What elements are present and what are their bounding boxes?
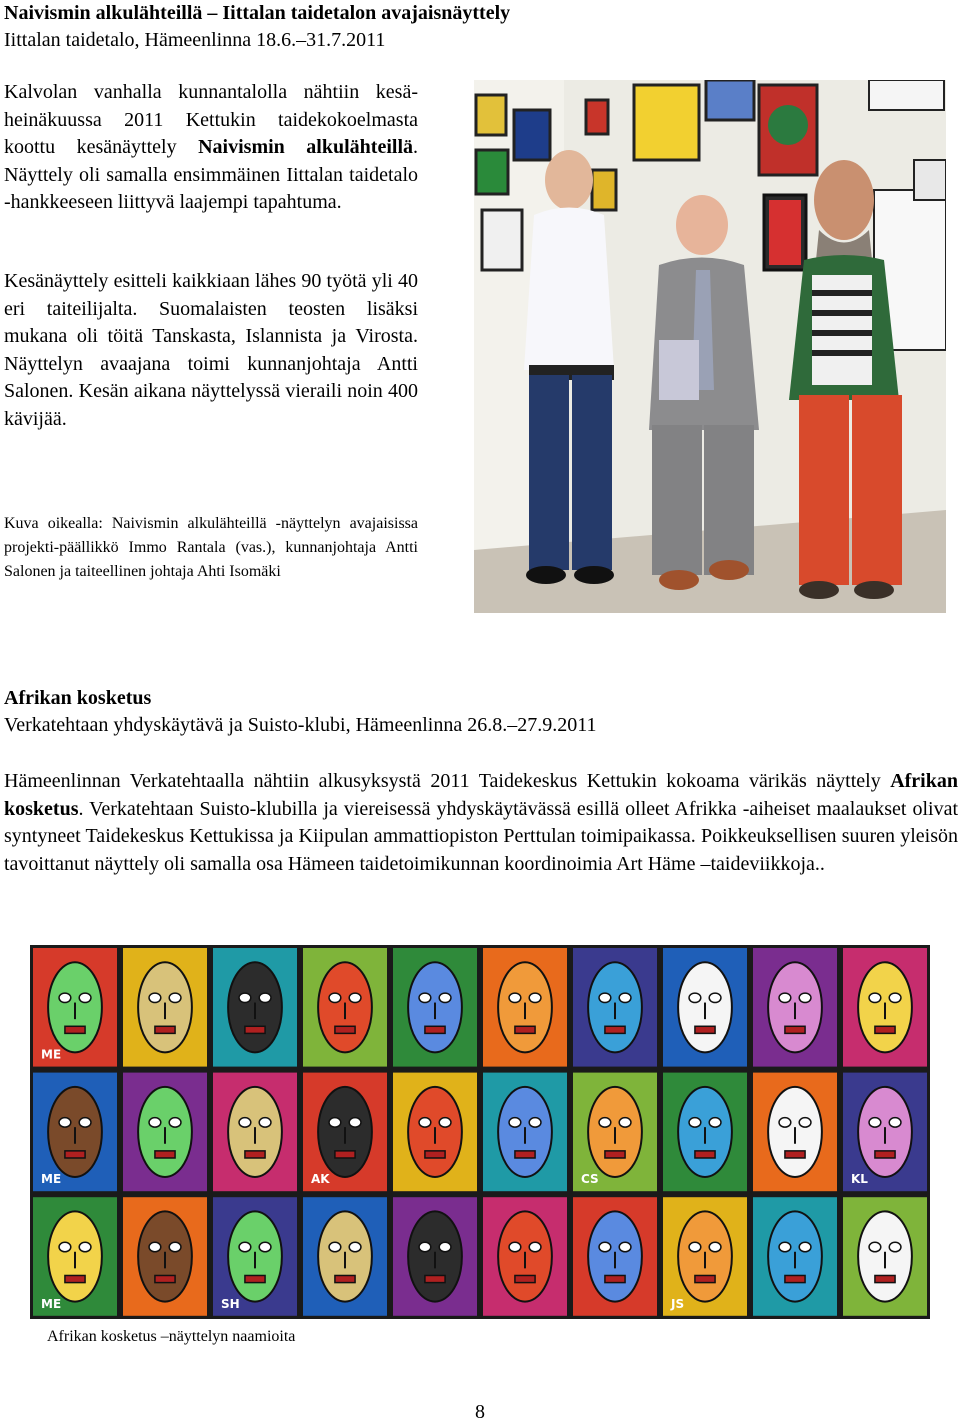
section1-heading — [4, 0, 510, 54]
mask-painting — [123, 1197, 207, 1316]
section1-paragraph-2: Kesänäyttely esitteli kaikkiaan lähes 90 työtä yli 40 eri taiteilijalta. Suomalaisten teosten lisäksi mukana oli töitä Tanskasta, Islannista ja Virosta. Näyttelyn avaajana toimi kunnanjohtaja Antti Salonen. Kesän aikana näyttelyssä vieraili noin 400 kävijää. — [4, 270, 418, 430]
mask-painting — [753, 948, 837, 1067]
mask-initials: ME — [41, 1172, 62, 1187]
mask-painting — [573, 1073, 657, 1192]
mask-painting — [843, 1073, 927, 1192]
mask-painting — [663, 1073, 747, 1192]
section1-subtitle: Iittalan taidetalo, Hämeenlinna 18.6.–31.7.2011 — [4, 29, 386, 51]
mask-painting — [663, 1197, 747, 1316]
mask-grid — [30, 945, 930, 1319]
section1-title: Naivismin alkulähteillä – Iittalan taidetalon avajaisnäyttely — [4, 2, 511, 24]
exhibition-opening-photo — [474, 80, 946, 613]
mask-painting — [303, 948, 387, 1067]
page-number: 8 — [475, 1401, 485, 1423]
section1-paragraph-1 — [4, 79, 418, 217]
mask-painting — [303, 1197, 387, 1316]
p1-text-b: . Näyttely oli samalla ensimmäinen Iittalan taidetalo -hankkeeseen liittyvä laajempi tapahtuma. — [4, 136, 418, 213]
mask-painting — [213, 948, 297, 1067]
section2-title: Afrikan kosketus — [4, 687, 152, 709]
mask-painting — [843, 948, 927, 1067]
mask-initials: ME — [41, 1047, 62, 1062]
mask-initials: CS — [581, 1172, 599, 1187]
mask-painting — [303, 1073, 387, 1192]
mask-painting — [213, 1197, 297, 1316]
section2-subtitle: Verkatehtaan yhdyskäytävä ja Suisto-klubi, Hämeenlinna 26.8.–27.9.2011 — [4, 714, 597, 736]
mask-initials: AK — [311, 1172, 330, 1187]
mask-painting — [483, 1073, 567, 1192]
mask-painting — [123, 948, 207, 1067]
masks-photo — [30, 945, 930, 1319]
p3-text-b: . Verkatehtaan Suisto-klubilla ja viereisessä yhdyskäytävässä esillä olleet Afrikka -aiheiset maalaukset olivat syntyneet Taidekeskus Kettukissa ja Kiipulan ammattiopiston Perttulan toimipaikassa. Poikkeuksellisen suuren yleisön tavoittanut näyttely oli samalla osa Hämeen taidetoimikunnan koordinoimia Art Häme –taideviikkoja.. — [4, 797, 958, 875]
mask-initials: ME — [41, 1296, 62, 1311]
mask-painting — [393, 948, 477, 1067]
p3-text-bold: Afrikan kosketus — [4, 770, 958, 820]
mask-painting — [393, 1073, 477, 1192]
photo-caption-2: Afrikan kosketus –näyttelyn naamioita — [47, 1328, 296, 1345]
p3-text-a: Hämeenlinnan Verkatehtaalla nähtiin alkusyksystä 2011 Taidekeskus Kettukin kokoama värikäs näyttely — [4, 770, 891, 792]
mask-painting — [33, 1197, 117, 1316]
mask-painting — [213, 1073, 297, 1192]
mask-initials: SH — [221, 1296, 240, 1311]
photo-caption-1: Kuva oikealla: Naivismin alkulähteillä -näyttelyn avajaisissa projekti-päällikkö Immo Rantala (vas.), kunnanjohtaja Antti Salonen ja taiteellinen johtaja Ahti Isomäki — [4, 515, 418, 580]
mask-initials: KL — [851, 1172, 868, 1187]
mask-painting — [663, 948, 747, 1067]
mask-painting — [123, 1073, 207, 1192]
mask-painting — [483, 1197, 567, 1316]
mask-painting — [483, 948, 567, 1067]
mask-painting — [573, 1197, 657, 1316]
mask-painting — [33, 1073, 117, 1192]
section2-paragraph — [4, 768, 958, 878]
mask-painting — [573, 948, 657, 1067]
mask-painting — [753, 1073, 837, 1192]
mask-painting — [393, 1197, 477, 1316]
p1-text-a: Kalvolan vanhalla kunnantalolla nähtiin kesä-heinäkuussa 2011 Kettukin taidekokoelmasta koottu kesänäyttely — [4, 81, 418, 158]
mask-painting — [843, 1197, 927, 1316]
mask-painting — [33, 948, 117, 1067]
p1-text-bold: Naivismin alkulähteillä — [198, 136, 413, 158]
mask-initials: JS — [671, 1296, 685, 1311]
mask-painting — [753, 1197, 837, 1316]
